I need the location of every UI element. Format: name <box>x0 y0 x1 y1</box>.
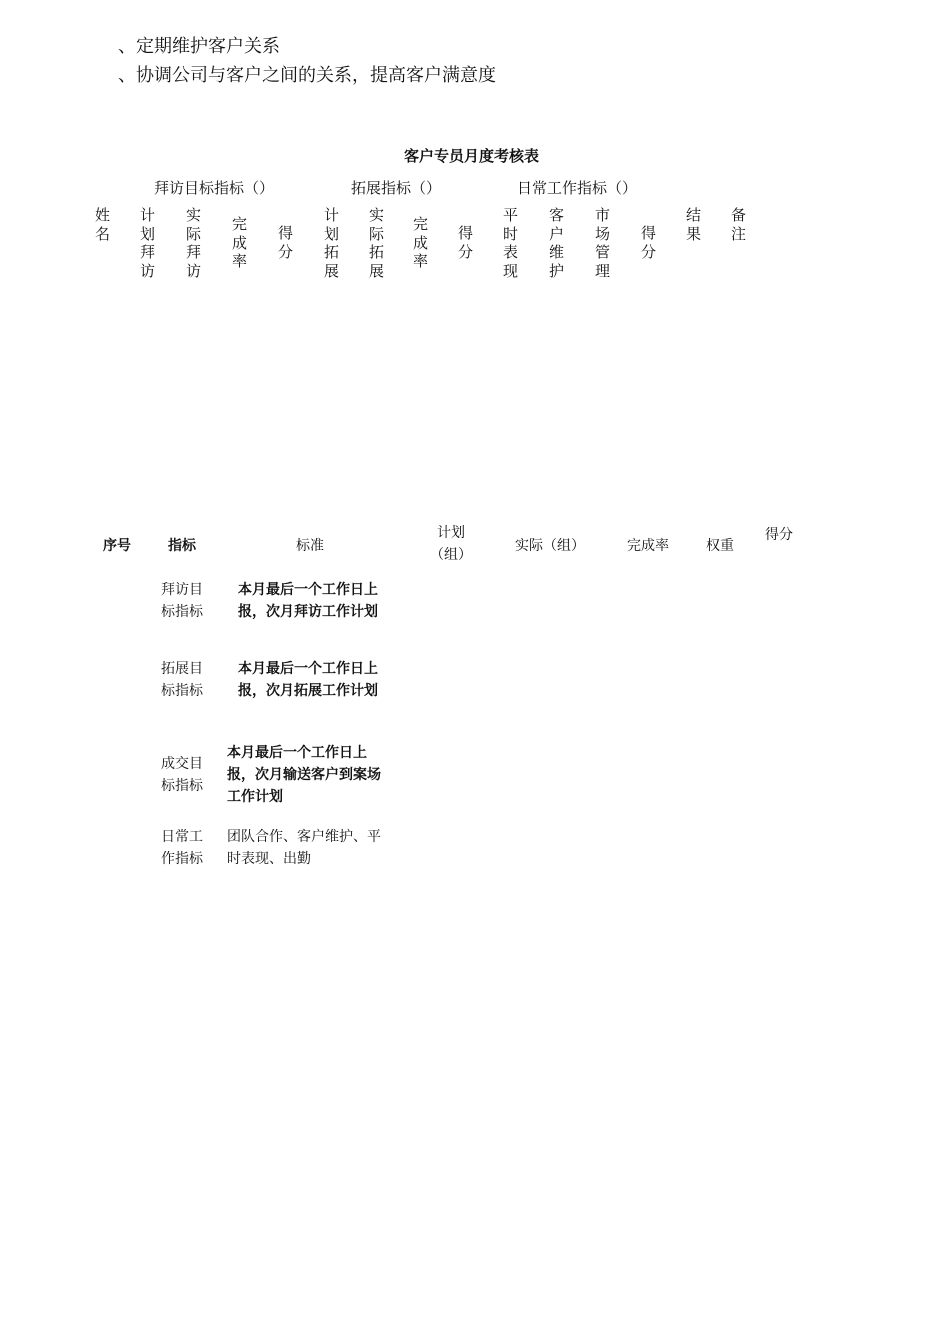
group-visit-target: 拜访目标指标（） <box>154 179 275 197</box>
row-visit-indicator: 拜访目 标指标 <box>161 582 203 620</box>
col-visit-score: 得 分 <box>278 224 294 261</box>
header-indicator: 指标 <box>168 538 196 554</box>
header-completion-rate: 完成率 <box>627 538 669 554</box>
col-expansion-completion-rate: 完 成 率 <box>413 215 429 270</box>
col-result: 结 果 <box>686 206 702 243</box>
col-market-management: 市 场 管 理 <box>595 206 611 280</box>
row-visit-standard: 本月最后一个工作日上 报，次月拜访工作计划 <box>238 582 378 620</box>
row-deal-standard: 本月最后一个工作日上 报，次月输送客户到案场 工作计划 <box>227 745 381 805</box>
group-daily-work: 日常工作指标（） <box>517 179 638 197</box>
col-name: 姓 名 <box>95 206 111 243</box>
col-actual-visits: 实 际 拜 访 <box>186 206 202 280</box>
header-standard: 标准 <box>296 538 324 554</box>
header-actual: 实际（组） <box>515 538 585 554</box>
header-seq: 序号 <box>103 538 131 554</box>
intro-line-2: 、协调公司与客户之间的关系，提高客户满意度 <box>118 65 496 86</box>
header-weight: 权重 <box>706 538 734 554</box>
col-daily-score: 得 分 <box>641 224 657 261</box>
intro-line-1: 、定期维护客户关系 <box>118 36 280 57</box>
group-expansion: 拓展指标（） <box>351 179 442 197</box>
row-daily-indicator: 日常工 作指标 <box>161 829 203 867</box>
row-deal-indicator: 成交目 标指标 <box>161 756 203 794</box>
header-plan: 计划 （组） <box>430 525 472 563</box>
row-expansion-standard: 本月最后一个工作日上 报，次月拓展工作计划 <box>238 661 378 699</box>
col-visit-completion-rate: 完 成 率 <box>232 215 248 270</box>
col-customer-maintenance: 客 户 维 护 <box>549 206 565 280</box>
col-daily-performance: 平 时 表 现 <box>503 206 519 280</box>
col-planned-expansion: 计 划 拓 展 <box>324 206 340 280</box>
row-daily-standard: 团队合作、客户维护、平 时表现、出勤 <box>227 829 381 867</box>
col-remarks: 备 注 <box>731 206 747 243</box>
header-score: 得分 <box>765 527 793 543</box>
col-expansion-score: 得 分 <box>458 224 474 261</box>
col-planned-visits: 计 划 拜 访 <box>140 206 156 280</box>
col-actual-expansion: 实 际 拓 展 <box>369 206 385 280</box>
table1-title: 客户专员月度考核表 <box>404 147 540 165</box>
row-expansion-indicator: 拓展目 标指标 <box>161 661 203 699</box>
